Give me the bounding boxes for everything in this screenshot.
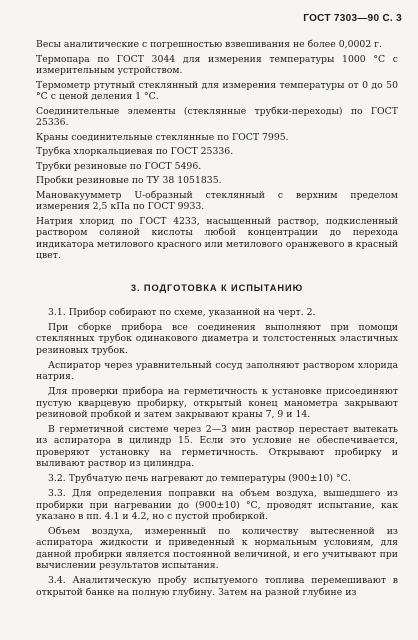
equipment-item: Термопара по ГОСТ 3044 для измерения температуры 1000 °С с измерительным устройством. xyxy=(36,53,398,76)
equipment-item: Краны соединительные стеклянные по ГОСТ 7995. xyxy=(36,131,289,143)
equipment-item: Трубки резиновые по ГОСТ 5496. xyxy=(36,160,202,172)
equipment-item: Трубка хлоркальциевая по ГОСТ 25336. xyxy=(36,146,234,158)
section-heading: 3. ПОДГОТОВКА К ИСПЫТАНИЮ xyxy=(130,282,304,293)
paragraph: В герметичной системе через 2—3 мин раствор перестает вытекать из аспиратора в цилиндр 15. Если это условие не обеспечивается, проверяют установку на герметичность. Открывают пробирку и выливают раствор из цилиндра. xyxy=(36,424,398,470)
paragraph: Объем воздуха, измеренный по количеству вытесненной из аспиратора жидкости и приведенный к нормальным условиям, для данной пробирки является постоянной величиной, и его учитывают при вычислении результатов испытания. xyxy=(36,526,398,572)
equipment-item: Мановакуумметр U-образный стеклянный с верхним пределом измерения 2,5 кПа по ГОСТ 9933. xyxy=(36,189,398,213)
equipment-item: Соединительные элементы (стеклянные трубки-переходы) по ГОСТ 25336. xyxy=(36,105,398,128)
paragraph: При сборке прибора все соединения выполняют при помощи стеклянных трубок одинакового диаметра и толстостенных эластичных резиновых трубок. xyxy=(36,322,398,356)
page-header: ГОСТ 7303—90 С. 3 xyxy=(303,13,402,24)
paragraph: 3.2. Трубчатую печь нагревают до температуры (900±10) °С. xyxy=(48,473,351,485)
paragraph: Аспиратор через уравнительный сосуд заполняют раствором хлорида натрия. xyxy=(36,359,398,383)
equipment-item: Термометр ртутный стеклянный для измерения температуры от 0 до 50 °С с ценой деления 1 °С. xyxy=(36,79,398,102)
equipment-item: Весы аналитические с погрешностью взвешивания не более 0,0002 г. xyxy=(36,39,383,50)
paragraph: 3.3. Для определения поправки на объем воздуха, вышедшего из пробирки при нагревании до (900±10) °С, проводят испытание, как указано в пп. 4.1 и 4.2, но с пустой пробиркой. xyxy=(36,488,398,523)
document-body xyxy=(36,39,398,602)
equipment-item: Натрия хлорид по ГОСТ 4233, насыщенный раствор, подкисленный раствором соляной кислоты любой концентрации до перехода индикатора метилового красного или метилового оранжевого в красный цвет. xyxy=(36,215,398,262)
paragraph: Для проверки прибора на герметичность к установке присоединяют пустую кварцевую пробирку, открытый конец манометра закрывают резиновой пробкой и затем закрывают краны 7, 9 и 14. xyxy=(36,386,398,421)
equipment-item: Пробки резиновые по ТУ 38 1051835. xyxy=(36,175,222,187)
paragraph: 3.1. Прибор собирают по схеме, указанной на черт. 2. xyxy=(48,307,316,318)
paragraph: 3.4. Аналитическую пробу испытуемого топлива перемешивают в открытой банке на полную глубину. Затем на разной глубине из xyxy=(36,575,398,598)
